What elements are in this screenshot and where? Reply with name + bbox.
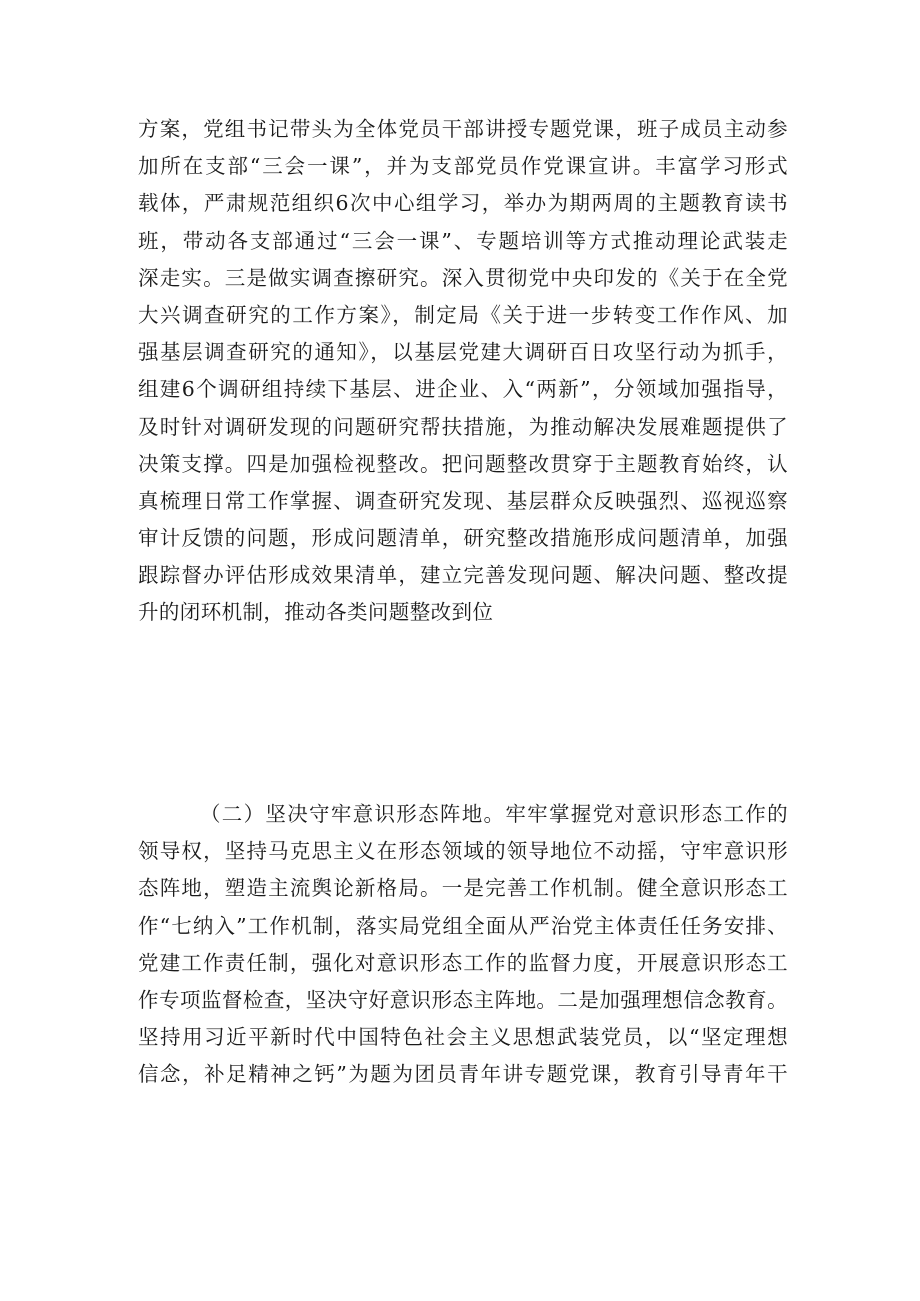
text-line: 决策支撑。四是加强检视整改。把问题整改贯穿于主题教育始终，认 — [138, 451, 788, 476]
text-line: 领导权，坚持马克思主义在形态领域的领导地位不动摇，守牢意识形 — [138, 839, 788, 864]
text-line: 党建工作责任制，强化对意识形态工作的监督力度，开展意识形态工 — [138, 950, 788, 975]
text-line: 作专项监督检查，坚决守好意识形态主阵地。二是加强理想信念教育。 — [138, 987, 788, 1012]
text-line: 加所在支部“三会一课”，并为支部党员作党课宣讲。丰富学习形式 — [138, 154, 788, 179]
text-line: 班，带动各支部通过“三会一课”、专题培训等方式推动理论武装走 — [138, 228, 788, 253]
text-line: 作“七纳入”工作机制，落实局党组全面从严治党主体责任任务安排、 — [138, 913, 788, 938]
text-line: 真梳理日常工作掌握、调查研究发现、基层群众反映强烈、巡视巡察 — [138, 488, 788, 513]
text-line: 态阵地，塑造主流舆论新格局。一是完善工作机制。健全意识形态工 — [138, 876, 788, 901]
body-paragraph-1 — [138, 111, 788, 632]
text-line: 组建6个调研组持续下基层、进企业、入“两新”，分领域加强指导， — [138, 377, 788, 402]
text-line: 审计反馈的问题，形成问题清单，研究整改措施形成问题清单，加强 — [138, 526, 788, 551]
text-line: 深走实。三是做实调查擦研究。深入贯彻党中央印发的《关于在全党 — [138, 265, 788, 290]
text-line: 信念，补足精神之钙”为题为团员青年讲专题党课，教育引导青年干 — [138, 1062, 788, 1087]
text-line: 强基层调查研究的通知》，以基层党建大调研百日攻坚行动为抓手， — [138, 340, 788, 365]
section-heading-line: （二）坚决守牢意识形态阵地。牢牢掌握党对意识形态工作的 — [200, 802, 788, 826]
body-paragraph-2 — [138, 796, 788, 1094]
text-line: 坚持用习近平新时代中国特色社会主义思想武装党员，以“坚定理想 — [138, 1025, 788, 1050]
text-line: 跟踪督办评估形成效果清单，建立完善发现问题、解决问题、整改提 — [138, 563, 788, 588]
text-line: 大兴调查研究的工作方案》，制定局《关于进一步转变工作作风、加 — [138, 302, 788, 327]
text-line: 及时针对调研发现的问题研究帮扶措施，为推动解决发展难题提供了 — [138, 414, 788, 439]
text-line: 升的闭环机制，推动各类问题整改到位 — [138, 600, 494, 625]
text-line: 方案，党组书记带头为全体党员干部讲授专题党课，班子成员主动参 — [138, 117, 788, 141]
text-line: 载体，严肃规范组织6次中心组学习，举办为期两周的主题教育读书 — [138, 191, 788, 216]
